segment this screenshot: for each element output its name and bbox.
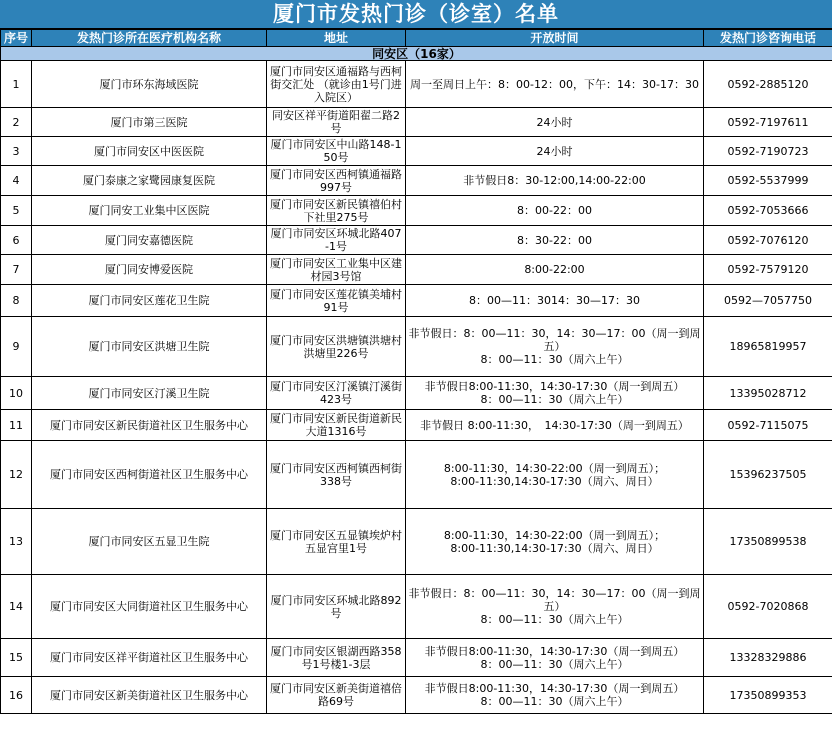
row-phone: 0592-5537999 bbox=[704, 166, 832, 196]
hours-line: 8:00-11:30,14:30-17:30（周六、周日） bbox=[450, 541, 659, 555]
hours-line: 非节假日8:00-11:30，14:30-17:30（周一到周五） bbox=[424, 682, 685, 695]
row-hours bbox=[406, 108, 704, 137]
row-phone: 0592-7190723 bbox=[704, 137, 832, 166]
row-seq: 13 bbox=[1, 509, 32, 575]
row-address: 厦门市同安区环城北路892号 bbox=[267, 575, 406, 639]
row-institution-name: 厦门市同安区中医医院 bbox=[32, 137, 267, 166]
row-phone: 17350899538 bbox=[704, 509, 832, 575]
row-phone: 0592—7057750 bbox=[704, 285, 832, 317]
row-hours bbox=[406, 226, 704, 255]
row-phone: 13395028712 bbox=[704, 377, 832, 410]
row-address: 厦门市同安区中山路148-150号 bbox=[267, 137, 406, 166]
row-seq: 10 bbox=[1, 377, 32, 410]
hours-line: 8：30-22：00 bbox=[517, 233, 592, 247]
hours-line: 8:00-11:30,14:30-17:30（周六、周日） bbox=[450, 474, 659, 488]
row-seq: 1 bbox=[1, 61, 32, 108]
hours-line: 非节假日 8:00-11:30， 14:30-17:30（周一到周五） bbox=[420, 418, 689, 432]
row-institution-name: 厦门市环东海域医院 bbox=[32, 61, 267, 108]
table-row bbox=[1, 196, 832, 226]
hours-line: 8:00-11:30，14:30-22:00（周一到周五）； bbox=[443, 528, 666, 542]
table-row bbox=[1, 410, 832, 441]
hours-line: 8：00-22：00 bbox=[517, 204, 592, 217]
row-hours bbox=[406, 196, 704, 226]
row-institution-name: 厦门同安工业集中区医院 bbox=[32, 196, 267, 226]
table-row bbox=[1, 509, 832, 575]
row-address: 厦门市同安区五显镇埃炉村五显宫里1号 bbox=[267, 509, 406, 575]
row-seq: 14 bbox=[1, 575, 32, 639]
row-institution-name: 厦门同安博爱医院 bbox=[32, 255, 267, 285]
hours-line: 非节假日8:00-11:30，14:30-17:30（周一到周五） bbox=[424, 644, 685, 658]
hours-line: 8：00—11：30（周六上午） bbox=[480, 353, 629, 366]
header-row bbox=[1, 30, 832, 47]
row-institution-name: 厦门市同安区汀溪卫生院 bbox=[32, 377, 267, 410]
row-address: 厦门市同安区西柯镇通福路997号 bbox=[267, 166, 406, 196]
row-seq: 8 bbox=[1, 285, 32, 317]
hours-line: 8:00-22:00 bbox=[524, 263, 585, 276]
row-hours bbox=[406, 677, 704, 714]
row-address: 厦门市同安区新民街道新民大道1316号 bbox=[267, 410, 406, 441]
row-institution-name: 厦门市同安区祥平街道社区卫生服务中心 bbox=[32, 639, 267, 677]
row-phone: 0592-7053666 bbox=[704, 196, 832, 226]
row-phone: 0592-7076120 bbox=[704, 226, 832, 255]
row-institution-name: 厦门市同安区西柯街道社区卫生服务中心 bbox=[32, 441, 267, 509]
row-seq: 4 bbox=[1, 166, 32, 196]
hours-line: 8：00—11：30（周六上午） bbox=[480, 393, 629, 406]
hours-line: 周一至周日上午：8：00-12：00，下午：14：30-17：30 bbox=[410, 77, 699, 91]
table-row bbox=[1, 441, 832, 509]
hours-line: 非节假日：8：00—11：30，14：30—17：00（周一到周五） bbox=[408, 327, 701, 353]
table-row bbox=[1, 108, 832, 137]
table-row bbox=[1, 317, 832, 377]
table-row bbox=[1, 137, 832, 166]
header-hours: 开放时间 bbox=[406, 30, 704, 47]
row-hours bbox=[406, 639, 704, 677]
row-hours bbox=[406, 509, 704, 575]
row-phone: 0592-7197611 bbox=[704, 108, 832, 137]
row-address: 厦门市同安区通福路与西柯街交汇处 （就诊由1号门进入院区） bbox=[267, 61, 406, 108]
row-institution-name: 厦门市同安区洪塘卫生院 bbox=[32, 317, 267, 377]
hours-line: 非节假日8:00-11:30，14:30-17:30（周一到周五） bbox=[424, 380, 685, 393]
row-seq: 15 bbox=[1, 639, 32, 677]
district-label: 同安区（16家） bbox=[1, 47, 832, 61]
row-seq: 2 bbox=[1, 108, 32, 137]
row-address: 同安区祥平街道阳翟二路2号 bbox=[267, 108, 406, 137]
header-phone: 发热门诊咨询电话 bbox=[704, 30, 832, 47]
hours-line: 非节假日：8：00—11：30，14：30—17：00（周一到周五） bbox=[408, 587, 701, 613]
row-phone: 17350899353 bbox=[704, 677, 832, 714]
table-row bbox=[1, 166, 832, 196]
row-institution-name: 厦门市同安区大同街道社区卫生服务中心 bbox=[32, 575, 267, 639]
row-seq: 5 bbox=[1, 196, 32, 226]
hours-line: 24小时 bbox=[536, 115, 573, 129]
row-address: 厦门市同安区工业集中区建材园3号馆 bbox=[267, 255, 406, 285]
table-row bbox=[1, 575, 832, 639]
header-seq: 序号 bbox=[1, 30, 32, 47]
row-address: 厦门市同安区莲花镇美埔村91号 bbox=[267, 285, 406, 317]
table-row bbox=[1, 377, 832, 410]
header-name: 发热门诊所在医疗机构名称 bbox=[32, 30, 267, 47]
row-seq: 16 bbox=[1, 677, 32, 714]
page-title: 厦门市发热门诊（诊室）名单 bbox=[0, 0, 832, 29]
row-seq: 11 bbox=[1, 410, 32, 441]
row-phone: 18965819957 bbox=[704, 317, 832, 377]
row-seq: 3 bbox=[1, 137, 32, 166]
header-address: 地址 bbox=[267, 30, 406, 47]
row-phone: 0592-7579120 bbox=[704, 255, 832, 285]
hours-line: 8：00—11：30（周六上午） bbox=[480, 613, 629, 626]
row-hours bbox=[406, 377, 704, 410]
row-phone: 0592-7115075 bbox=[704, 410, 832, 441]
row-address: 厦门市同安区银湖西路358号1号楼1-3层 bbox=[267, 639, 406, 677]
row-institution-name: 厦门市同安区新美街道社区卫生服务中心 bbox=[32, 677, 267, 714]
row-phone: 0592-7020868 bbox=[704, 575, 832, 639]
row-hours bbox=[406, 317, 704, 377]
hours-line: 24小时 bbox=[536, 144, 573, 158]
hours-line: 8：00—11：30（周六上午） bbox=[480, 657, 629, 671]
row-hours bbox=[406, 255, 704, 285]
row-phone: 13328329886 bbox=[704, 639, 832, 677]
district-row bbox=[1, 47, 832, 61]
table-row bbox=[1, 226, 832, 255]
table-row bbox=[1, 639, 832, 677]
row-hours bbox=[406, 285, 704, 317]
table-row bbox=[1, 285, 832, 317]
row-seq: 12 bbox=[1, 441, 32, 509]
hours-line: 8:00-11:30，14:30-22:00（周一到周五）； bbox=[443, 461, 666, 475]
table-row bbox=[1, 677, 832, 714]
row-institution-name: 厦门市同安区新民街道社区卫生服务中心 bbox=[32, 410, 267, 441]
row-phone: 0592-2885120 bbox=[704, 61, 832, 108]
row-institution-name: 厦门市同安区莲花卫生院 bbox=[32, 285, 267, 317]
row-address: 厦门市同安区洪塘镇洪塘村洪塘里226号 bbox=[267, 317, 406, 377]
row-address: 厦门市同安区新美街道禧倍路69号 bbox=[267, 677, 406, 714]
row-seq: 7 bbox=[1, 255, 32, 285]
row-hours bbox=[406, 61, 704, 108]
row-address: 厦门市同安区新民镇禧伯村下社里275号 bbox=[267, 196, 406, 226]
row-institution-name: 厦门泰康之家鹭园康复医院 bbox=[32, 166, 267, 196]
hours-line: 8：00—11：30（周六上午） bbox=[480, 695, 629, 708]
row-institution-name: 厦门市第三医院 bbox=[32, 108, 267, 137]
row-address: 厦门市同安区环城北路407-1号 bbox=[267, 226, 406, 255]
table-row bbox=[1, 61, 832, 108]
clinic-table bbox=[0, 29, 832, 714]
row-address: 厦门市同安区西柯镇西柯街338号 bbox=[267, 441, 406, 509]
hours-line: 非节假日8：30-12:00,14:00-22:00 bbox=[463, 174, 646, 187]
row-seq: 6 bbox=[1, 226, 32, 255]
table-row bbox=[1, 255, 832, 285]
row-hours bbox=[406, 166, 704, 196]
row-hours bbox=[406, 441, 704, 509]
row-institution-name: 厦门市同安区五显卫生院 bbox=[32, 509, 267, 575]
row-hours bbox=[406, 137, 704, 166]
row-seq: 9 bbox=[1, 317, 32, 377]
hours-line: 8：00—11：3014：30—17：30 bbox=[469, 294, 640, 307]
row-address: 厦门市同安区汀溪镇汀溪街423号 bbox=[267, 377, 406, 410]
row-institution-name: 厦门同安嘉德医院 bbox=[32, 226, 267, 255]
row-phone: 15396237505 bbox=[704, 441, 832, 509]
row-hours bbox=[406, 410, 704, 441]
row-hours bbox=[406, 575, 704, 639]
